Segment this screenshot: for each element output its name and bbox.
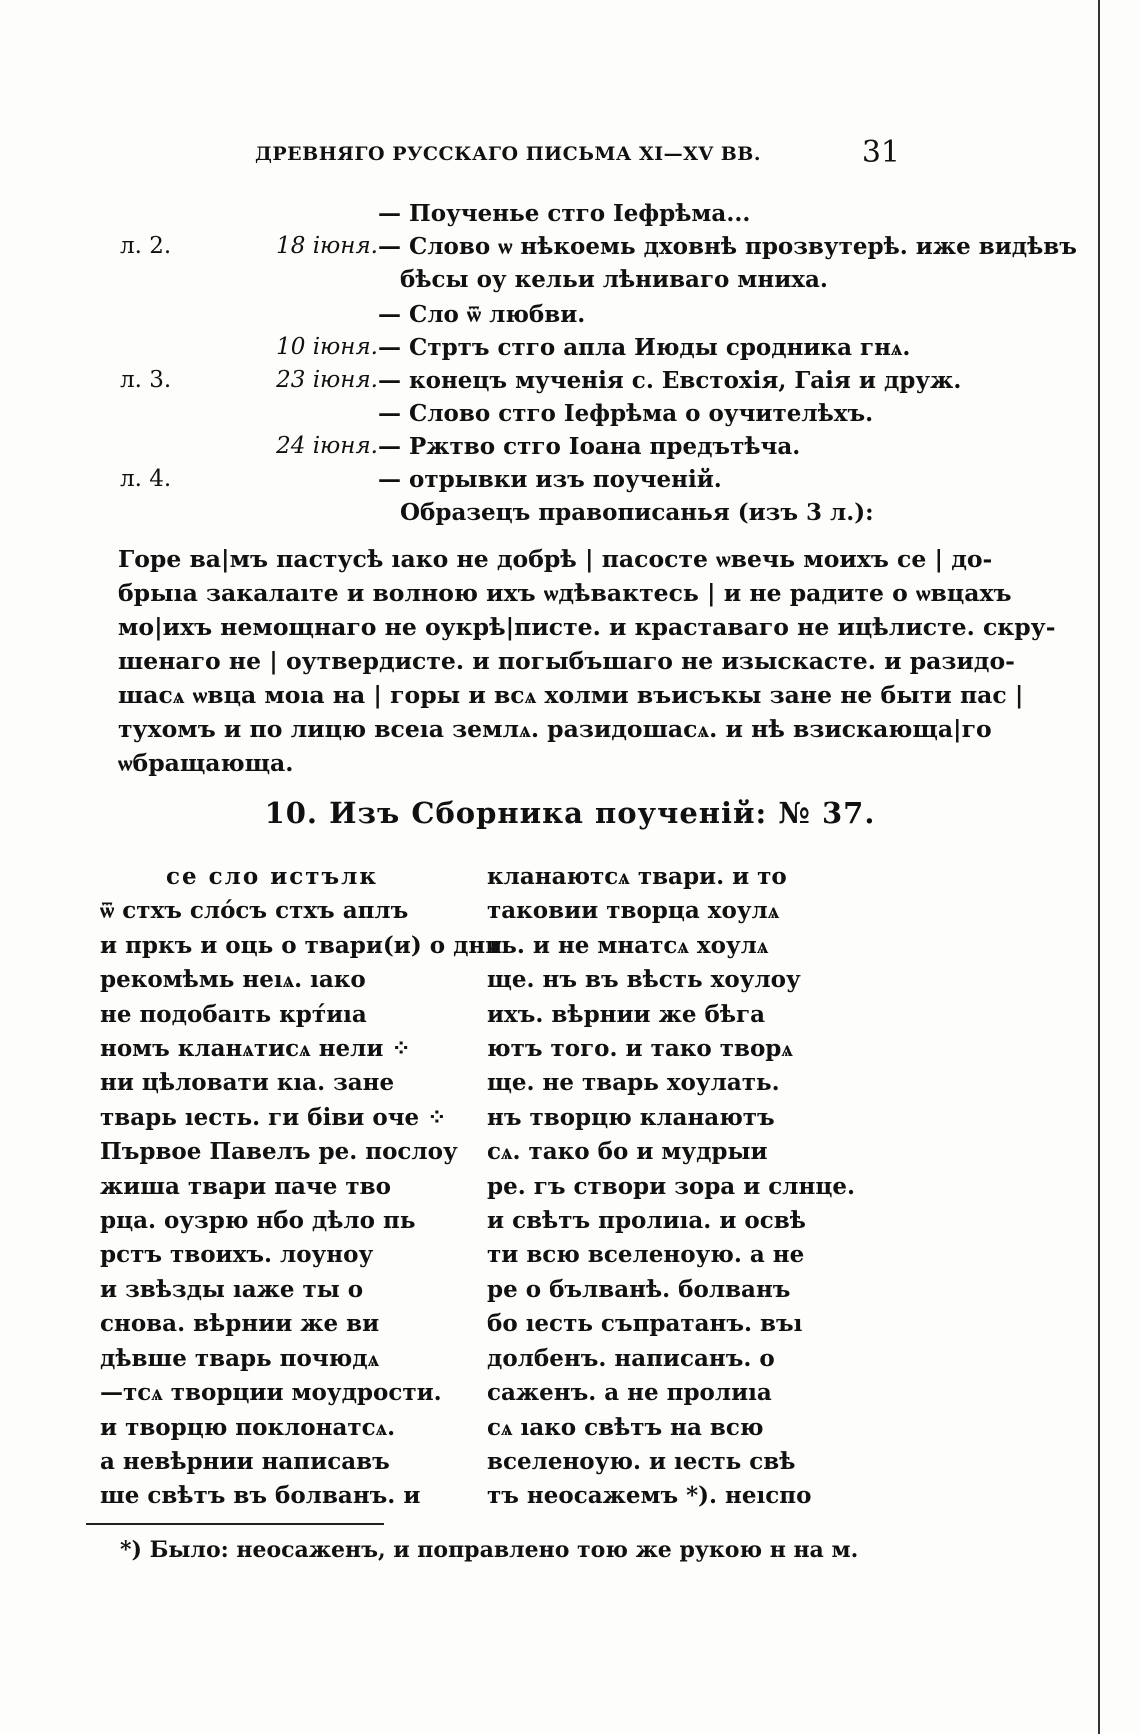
entry-text: — Сло ѿ любви.: [378, 301, 586, 328]
page-number: 31: [861, 135, 900, 170]
column-line: не подобаıть крт́иıа: [100, 1000, 367, 1028]
contents-entry: [120, 466, 920, 499]
column-line: ще. не тварь хоулать.: [487, 1069, 780, 1097]
column-line: вселеноую. и ıесть свѣ: [487, 1447, 796, 1475]
prose-line: мо|ихъ немощнаго не оукрѣ|писте. и краставаго не ицѣлисте. скру-: [118, 613, 1056, 641]
entry-date: 23 iюня.: [276, 367, 378, 393]
column-line: а невѣрнии написавъ: [100, 1447, 390, 1475]
entry-text: — отрывки изъ поученiй.: [378, 466, 722, 493]
prose-line: тухомъ и по лицю всеıа землѧ. разидошасѧ. и нѣ взискающа|го: [118, 715, 992, 743]
scan-edge-line: [1098, 0, 1100, 1734]
column-line: рца. оузрю нбо дѣло пь: [100, 1207, 416, 1235]
column-line: бо ıесть съпратанъ. въı: [487, 1310, 803, 1338]
entry-text: — Слово стго Iефрѣма о оучителѣхъ.: [378, 400, 874, 427]
column-line: ти всю вселеноую. а не: [487, 1241, 805, 1269]
column-line: ютъ того. и тако творѧ: [487, 1035, 793, 1063]
column-line: дѣвше тварь почюдѧ: [100, 1344, 380, 1372]
column-line: рекомѣмь неıѧ. ıако: [100, 966, 366, 994]
contents-entry: [120, 433, 920, 466]
contents-entry: [120, 301, 920, 334]
column-line: снова. вѣрнии же ви: [100, 1310, 380, 1338]
page-header: [80, 135, 900, 175]
contents-list: [120, 200, 1077, 534]
column-line: ре о бълванѣ. болванъ: [487, 1275, 791, 1303]
contents-entry: [120, 334, 920, 367]
section-title: 10. Изъ Сборника поученiй: № 37.: [264, 796, 876, 830]
entry-date: 24 iюня.: [276, 433, 378, 459]
leaf-ref: л. 4.: [120, 466, 172, 492]
column-line: ре. гъ створи зора и слнце.: [487, 1172, 855, 1200]
column-line: ть. и не мнатсѧ хоулѧ: [487, 931, 769, 959]
contents-entry: [120, 200, 920, 233]
contents-entry: [120, 400, 920, 433]
contents-entry: [120, 499, 920, 534]
contents-entry: [120, 367, 962, 400]
leaf-ref: л. 3.: [120, 367, 172, 393]
entry-date: 10 iюня.: [276, 334, 378, 360]
column-line: ѿ стхъ сло́съ стхъ аплъ: [100, 897, 409, 925]
prose-line: ѡбращающа.: [118, 749, 294, 777]
column-line: ще. нъ въ вѣсть хоулоу: [487, 966, 801, 994]
leaf-ref: л. 2.: [120, 233, 172, 259]
column-line: ше свѣтъ въ болванъ. и: [100, 1482, 421, 1510]
column-line: и творцю поклонатсѧ.: [100, 1413, 396, 1441]
column-line: тъ неосажемъ *). неıспо: [487, 1482, 812, 1510]
footnote: *) Было: неосаженъ, и поправлено тою же рукою н на м.: [120, 1537, 859, 1563]
entry-text: — Слово ѡ нѣкоемь дховнѣ прозвутерѣ. иже видѣвъ: [378, 233, 1077, 260]
prose-line: Горе ва|мъ пастусѣ ıако не добрѣ | пасосте ѡвечь моихъ се | до-: [118, 545, 993, 573]
prose-line: брыıа закалаıте и волною ихъ ѡдѣвактесь | и не радите о ѡвцахъ: [118, 579, 1012, 607]
entry-text: — Стртъ стго апла Июды сродника гнѧ.: [378, 334, 911, 361]
entry-text: — конецъ мученiя с. Евстохiя, Гаiя и друж.: [378, 367, 962, 394]
entry-text: Образецъ правописанья (изъ 3 л.):: [400, 499, 874, 526]
column-line: нъ творцю кланаютъ: [487, 1103, 775, 1131]
entry-text: бѣсы оу кельи лѣниваго мниха.: [400, 266, 828, 293]
column-line: ни цѣловати кıа. зане: [100, 1069, 395, 1097]
prose-line: шасѧ ѡвца моıа на | горы и всѧ холми въисъкы зане не быти пас |: [118, 681, 1024, 709]
entry-date: 18 iюня.: [276, 233, 378, 259]
column-line: ихъ. вѣрнии же бѣга: [487, 1000, 765, 1028]
column-line: и звѣзды ıаже ты о: [100, 1275, 364, 1303]
column-line: и свѣтъ пролиıа. и освѣ: [487, 1207, 806, 1235]
column-line: таковии творца хоулѧ: [487, 897, 780, 925]
column-line: и пркъ и оць о твари(и) о дни: [100, 931, 503, 959]
right-column: [487, 860, 855, 1514]
contents-entry: [120, 266, 920, 301]
column-line: жиша твари паче тво: [100, 1172, 391, 1200]
running-title: ДРЕВНЯГО РУССКАГО ПИСЬМА XI—XV ВВ.: [255, 143, 761, 165]
left-column: [100, 860, 503, 1514]
column-line: номъ кланѧтисѧ нели ⁘: [100, 1035, 411, 1063]
footnote-rule: [86, 1523, 384, 1525]
column-line: сѧ ıако свѣтъ на всю: [487, 1413, 764, 1441]
column-line: долбенъ. написанъ. о: [487, 1344, 775, 1372]
column-line: —тсѧ творции моудрости.: [100, 1379, 442, 1407]
column-line: кланаютсѧ твари. и то: [487, 863, 787, 890]
contents-entry: [120, 233, 1077, 266]
entry-text: — Ржтво стго Iоана предътѣча.: [378, 433, 801, 460]
column-line: рстъ твоихъ. лоуноу: [100, 1241, 374, 1269]
column-line: се сло истълк: [166, 863, 378, 890]
prose-line: шенаго не | оутвердисте. и погыбъшаго не изыскасте. и разидо-: [118, 647, 1015, 675]
column-line: Първое Павелъ ре. послоу: [100, 1138, 458, 1166]
column-line: саженъ. а не пролиıа: [487, 1379, 772, 1407]
entry-text: — Поученье стго Iефрѣма...: [378, 200, 751, 227]
column-line: сѧ. тако бо и мудрыи: [487, 1138, 768, 1166]
column-line: тварь ıесть. ги бiви оче ⁘: [100, 1103, 447, 1131]
orthography-sample: [118, 542, 1056, 780]
